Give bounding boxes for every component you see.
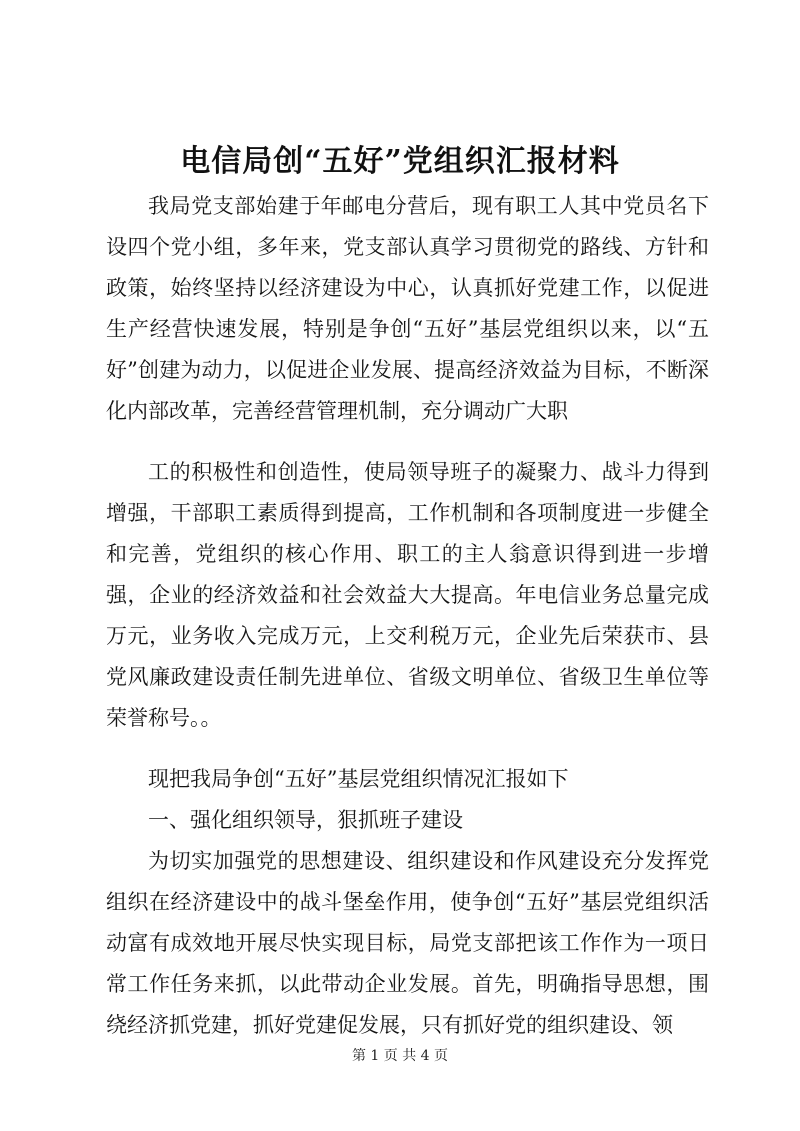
paragraph-report-lead: 现把我局争创“五好”基层党组织情况汇报如下 — [148, 767, 569, 791]
paragraph-section-one: 为切实加强党的思想建设、组织建设和作风建设充分发挥党组织在经济建设中的战斗堡垒作用，使争创“五好”基层党组织活动富有成效地开展尽快实现目标，局党支部把该工作作为一项日常工作任务来抓，以此带动企业发展。首先，明确指导思想，围绕经济抓党建，抓好党建促发展，只有抓好党的组织建设、领 — [106, 849, 709, 1037]
document-title: 电信局创“五好”党组织汇报材料 — [180, 144, 620, 179]
paragraph-intro: 我局党支部始建于年邮电分营后，现有职工人其中党员名下设四个党小组，多年来，党支部认真学习贯彻党的路线、方针和政策，始终坚持以经济建设为中心，认真抓好党建工作，以促进生产经营快速发展，特别是争创“五好”基层党组织以来，以“五好”创建为动力，以促进企业发展、提高经济效益为目标，不断深化内部改革，完善经营管理机制，充分调动广大职 — [106, 194, 709, 423]
page-number: 第 1 页 共 4 页 — [351, 1048, 449, 1064]
section-heading-one: 一、强化组织领导，狠抓班子建设 — [148, 808, 463, 832]
document-body — [106, 186, 709, 1046]
paragraph-results: 工的积极性和创造性，使局领导班子的凝聚力、战斗力得到增强，干部职工素质得到提高，工作机制和各项制度进一步健全和完善，党组织的核心作用、职工的主人翁意识得到进一步增强，企业的经济效益和社会效益大大提高。年电信业务总量完成万元，业务收入完成万元，上交利税万元，企业先后荣获市、县党风廉政建设责任制先进单位、省级文明单位、省级卫生单位等荣誉称号。。 — [106, 460, 709, 730]
